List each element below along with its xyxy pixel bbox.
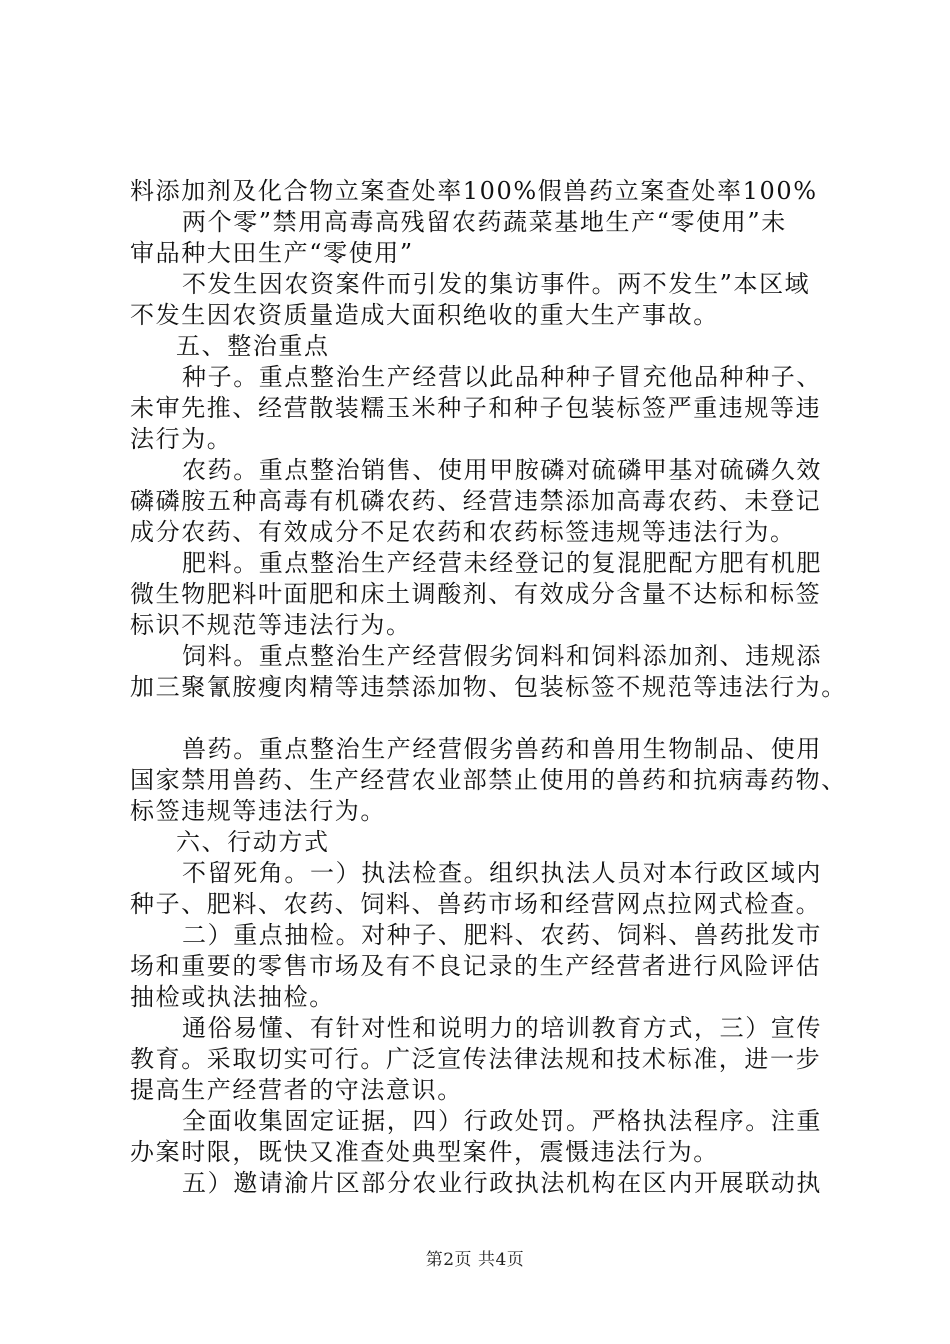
text-line: 成分农药、有效成分不足农药和农药标签违规等违法行为。 — [130, 518, 796, 546]
text-line: 国家禁用兽药、生产经营农业部禁止使用的兽药和抗病毒药物、 — [130, 766, 847, 794]
text-line: 两个零”禁用高毒高残留农药蔬菜基地生产“零使用”未 — [182, 208, 787, 236]
text-line: 加三聚氰胺瘦肉精等违禁添加物、包装标签不规范等违法行为。 — [130, 673, 847, 701]
paragraph — [130, 362, 850, 455]
text-line: 不留死角。一）执法检查。组织执法人员对本行政区域内 — [182, 859, 822, 887]
paragraph — [130, 1168, 850, 1199]
paragraph — [130, 207, 850, 269]
paragraph-gap — [130, 703, 850, 734]
text-line: 微生物肥料叶面肥和床土调酸剂、有效成分含量不达标和标签 — [130, 580, 822, 608]
paragraph — [130, 641, 850, 703]
text-line: 法行为。 — [130, 425, 233, 453]
paragraph — [130, 858, 850, 920]
text-line: 二）重点抽检。对种子、肥料、农药、饲料、兽药批发市 — [182, 921, 822, 949]
text-line: 五）邀请渝片区部分农业行政执法机构在区内开展联动执 — [182, 1169, 822, 1197]
text-line: 标识不规范等违法行为。 — [130, 611, 412, 639]
text-line: 兽药。重点整治生产经营假劣兽药和兽用生物制品、使用 — [182, 735, 822, 763]
section-heading — [130, 827, 850, 858]
paragraph — [130, 176, 850, 207]
text-line: 全面收集固定证据，四）行政处罚。严格执法程序。注重 — [182, 1107, 822, 1135]
text-line: 六、行动方式 — [176, 828, 330, 856]
paragraph — [130, 269, 850, 331]
text-line: 饲料。重点整治生产经营假劣饲料和饲料添加剂、违规添 — [182, 642, 822, 670]
paragraph — [130, 920, 850, 1013]
text-line: 提高生产经营者的守法意识。 — [130, 1076, 463, 1104]
paragraph — [130, 1013, 850, 1106]
text-line: 肥料。重点整治生产经营未经登记的复混肥配方肥有机肥 — [182, 549, 822, 577]
page-footer: 第2页 共4页 — [425, 1250, 525, 1270]
text-line: 不发生因农资案件而引发的集访事件。两不发生”本区域 — [182, 270, 811, 298]
text-line: 通俗易懂、有针对性和说明力的培训教育方式，三）宣传 — [182, 1014, 822, 1042]
text-line: 标签违规等违法行为。 — [130, 797, 386, 825]
text-line: 五、整治重点 — [176, 332, 330, 360]
text-line: 办案时限，既快又准查处典型案件，震慑违法行为。 — [130, 1138, 719, 1166]
text-line: 教育。采取切实可行。广泛宣传法律法规和技术标准，进一步 — [130, 1045, 822, 1073]
text-line: 审品种大田生产“零使用” — [130, 239, 414, 267]
paragraph — [130, 1106, 850, 1168]
paragraph — [130, 548, 850, 641]
text-line: 农药。重点整治销售、使用甲胺磷对硫磷甲基对硫磷久效 — [182, 456, 822, 484]
text-line: 抽检或执法抽检。 — [130, 983, 335, 1011]
text-line: 种子。重点整治生产经营以此品种种子冒充他品种种子、 — [182, 363, 822, 391]
text-line: 未审先推、经营散装糯玉米种子和种子包装标签严重违规等违 — [130, 394, 822, 422]
text-line: 料添加剂及化合物立案查处率100%假兽药立案查处率100% — [130, 177, 818, 205]
paragraph — [130, 734, 850, 827]
document-body — [130, 176, 850, 1199]
text-line: 磷磷胺五种高毒有机磷农药、经营违禁添加高毒农药、未登记 — [130, 487, 822, 515]
text-line: 场和重要的零售市场及有不良记录的生产经营者进行风险评估 — [130, 952, 822, 980]
paragraph — [130, 455, 850, 548]
section-heading — [130, 331, 850, 362]
text-line: 不发生因农资质量造成大面积绝收的重大生产事故。 — [130, 301, 719, 329]
text-line: 种子、肥料、农药、饲料、兽药市场和经营网点拉网式检查。 — [130, 890, 822, 918]
